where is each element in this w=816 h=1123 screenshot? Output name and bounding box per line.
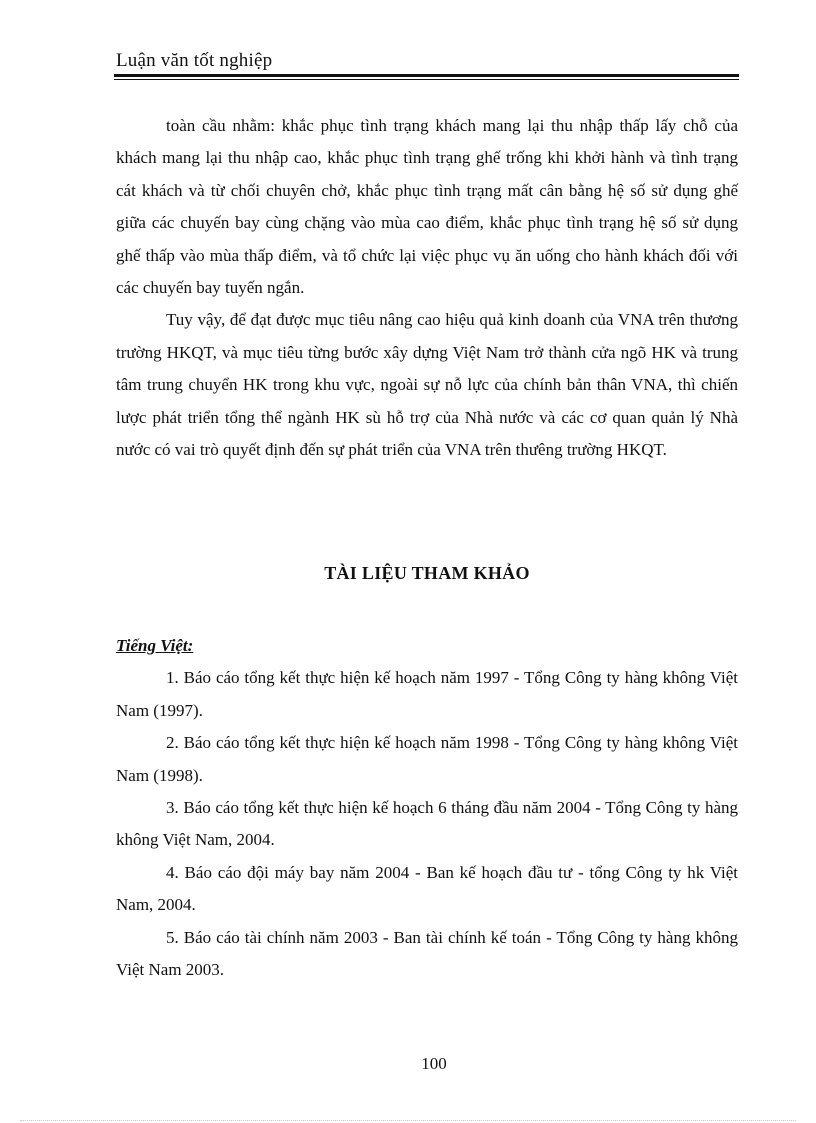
references-title: TÀI LIỆU THAM KHẢO xyxy=(324,563,530,583)
reference-item-2: 2. Báo cáo tổng kết thực hiện kế hoạch năm 1998 - Tổng Công ty hàng không Việt Nam (1998). xyxy=(116,733,738,785)
reference-item-1: 1. Báo cáo tổng kết thực hiện kế hoạch năm 1997 - Tổng Công ty hàng không Việt Nam (1997). xyxy=(116,668,738,720)
running-header-title: Luận văn tốt nghiệp xyxy=(116,50,273,71)
page-number: 100 xyxy=(421,1054,447,1073)
body-text xyxy=(116,110,738,466)
header-rule-thick xyxy=(114,74,739,77)
reference-item-4: 4. Báo cáo đội máy bay năm 2004 - Ban kế hoạch đầu tư - tổng Công ty hk Việt Nam, 2004. xyxy=(116,862,738,915)
references-list xyxy=(116,630,738,986)
reference-item-3: 3. Báo cáo tổng kết thực hiện kế hoạch 6 tháng đầu năm 2004 - Tổng Công ty hàng không Việt Nam, 2004. xyxy=(116,798,738,850)
body-paragraph-1: toàn cầu nhằm: khắc phục tình trạng khách mang lại thu nhập thấp lấy chỗ của khách mang lại thu nhập cao, khắc phục tình trạng ghế trống khi khởi hành và tình trạng cát khách và từ chối chuyên chở, khắc phục tình trạng mất cân bằng hệ số sử dụng ghế giữa các chuyến bay cùng chặng vào mùa cao điểm, khắc phục tình trạng hệ số sử dụng ghế thấp vào mùa thấp điểm, và tổ chức lại việc phục vụ ăn uống cho hành khách đối với các chuyến bay tuyến ngắn. xyxy=(116,116,738,298)
references-subheading: Tiếng Việt: xyxy=(116,636,194,655)
page-bottom-edge xyxy=(20,1120,796,1121)
body-paragraph-2: Tuy vậy, để đạt được mục tiêu nâng cao hiệu quả kinh doanh của VNA trên thương trường HKQT, và mục tiêu từng bước xây dựng Việt Nam trở thành cửa ngõ HK và trung tâm trung chuyển HK trong khu vực, ngoài sự nỗ lực của chính bản thân VNA, thì chiến lược phát triển tổng thể ngành HK sù hỗ trợ của Nhà nước và các cơ quan quản lý Nhà nước có vai trò quyết định đến sự phát triển của VNA trên thưêng trường HKQT. xyxy=(116,310,738,460)
reference-item-5: 5. Báo cáo tài chính năm 2003 - Ban tài chính kế toán - Tổng Công ty hàng không Việt Nam 2003. xyxy=(116,927,738,980)
header-rule-thin xyxy=(114,79,739,80)
